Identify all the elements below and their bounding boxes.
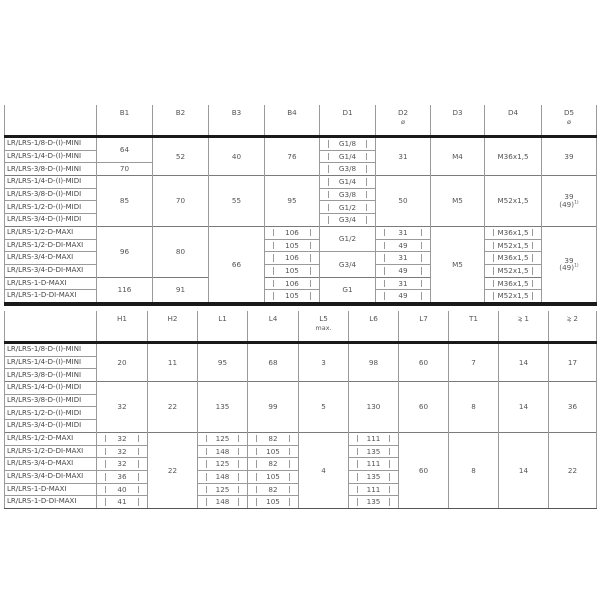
l6-cell: 135 (349, 496, 399, 509)
table-row (5, 239, 597, 252)
header-l1: L1 (198, 311, 248, 343)
b1-cell: 85 (97, 176, 153, 227)
d5-cell: 39 $(49)^{1)}$ (542, 176, 597, 227)
d2-cell: 49 (376, 239, 431, 252)
d2-cell: 49 (376, 290, 431, 304)
l5-cell: 3 (299, 343, 349, 382)
l6-cell: 98 (349, 343, 399, 382)
header-b2: B2 (153, 105, 209, 137)
d3-cell: M5 (431, 226, 485, 304)
model-cell: LR/LRS-1-D-MAXI (5, 483, 97, 496)
wrench-width-icon: ⥸ (518, 315, 523, 323)
d2-cell: 49 (376, 264, 431, 277)
model-cell: LR/LRS-3/8-D-(I)-MINI (5, 369, 97, 382)
wrench1-cell: 14 (499, 343, 549, 382)
d4-cell: M52x1,5 (485, 290, 542, 304)
l7-cell: 60 (399, 382, 449, 433)
wrench2-cell: 36 (549, 382, 597, 433)
b4-cell: 95 (265, 176, 320, 227)
d3-cell: M4 (431, 137, 485, 176)
l6-cell: 111 (349, 483, 399, 496)
model-cell: LR/LRS-1/4-D-(I)-MINI (5, 150, 97, 163)
dimensions-table-1 (4, 105, 597, 306)
h2-cell: 22 (148, 382, 198, 433)
table-row (5, 382, 597, 395)
b3-cell: 66 (209, 226, 265, 304)
wrench1-cell: 14 (499, 432, 549, 508)
l4-cell: 82 (248, 483, 299, 496)
l6-cell: 130 (349, 382, 399, 433)
wrench-width-icon: ⥸ (567, 315, 572, 323)
h1-cell: 32 (97, 382, 148, 433)
b1-cell: 116 (97, 277, 153, 304)
l7-cell: 60 (399, 343, 449, 382)
h1-cell: 20 (97, 343, 148, 382)
b4-cell: 105 (265, 239, 320, 252)
header-l6: L6 (349, 311, 399, 343)
model-cell: LR/LRS-3/4-D-MAXI (5, 458, 97, 471)
d3-cell: M5 (431, 176, 485, 227)
model-cell: LR/LRS-3/4-D-DI-MAXI (5, 470, 97, 483)
model-cell: LR/LRS-3/8-D-(I)-MIDI (5, 394, 97, 407)
l7-cell: 60 (399, 432, 449, 508)
model-cell: LR/LRS-1/4-D-(I)-MIDI (5, 176, 97, 189)
header-b1: B1 (97, 105, 153, 137)
table-row (5, 137, 597, 151)
model-cell: LR/LRS-1/2-D-DI-MAXI (5, 445, 97, 458)
l1-cell: 135 (198, 382, 248, 433)
model-cell: LR/LRS-1/4-D-(I)-MINI (5, 356, 97, 369)
l1-cell: 125 (198, 432, 248, 445)
l1-cell: 95 (198, 343, 248, 382)
model-cell: LR/LRS-1/8-D-(I)-MINI (5, 343, 97, 357)
d1-cell: G3/8 (320, 163, 376, 176)
d2-cell: 50 (376, 176, 431, 227)
header-d2: D2 ø (376, 105, 431, 137)
d1-cell: G1 (320, 277, 376, 304)
l4-cell: 99 (248, 382, 299, 433)
model-cell: LR/LRS-1/2-D-(I)-MIDI (5, 201, 97, 214)
model-cell: LR/LRS-3/4-D-(I)-MIDI (5, 420, 97, 433)
table-row (5, 432, 597, 445)
l4-cell: 68 (248, 343, 299, 382)
h1-cell: 32 (97, 432, 148, 445)
header-d1: D1 (320, 105, 376, 137)
d4-cell: M52x1,5 (485, 264, 542, 277)
d1-cell: G1/2 (320, 201, 376, 214)
l6-cell: 135 (349, 470, 399, 483)
d2-cell: 31 (376, 252, 431, 265)
l4-cell: 105 (248, 496, 299, 509)
d4-cell: M36x1,5 (485, 277, 542, 290)
table-row (5, 343, 597, 357)
d1-cell: G1/8 (320, 137, 376, 151)
header-model (5, 311, 97, 343)
l5-cell: 5 (299, 382, 349, 433)
d4-cell: M36x1,5 (485, 226, 542, 239)
d2-cell: 31 (376, 137, 431, 176)
d4-cell: M52x1,5 (485, 176, 542, 227)
table-row (5, 277, 597, 290)
model-cell: LR/LRS-1/2-D-DI-MAXI (5, 239, 97, 252)
header-wrench-size-1: ⥸ 1 (499, 311, 549, 343)
d1-cell: G1/2 (320, 226, 376, 251)
l4-cell: 105 (248, 445, 299, 458)
d1-cell: G1/4 (320, 150, 376, 163)
model-cell: LR/LRS-3/4-D-DI-MAXI (5, 264, 97, 277)
l1-cell: 148 (198, 496, 248, 509)
b2-cell: 91 (153, 277, 209, 304)
header-d5: D5 ø (542, 105, 597, 137)
t1-cell: 7 (449, 343, 499, 382)
d2-cell: 31 (376, 226, 431, 239)
model-cell: LR/LRS-1/8-D-(I)-MINI (5, 137, 97, 151)
model-cell: LR/LRS-1-D-DI-MAXI (5, 290, 97, 304)
model-cell: LR/LRS-3/8-D-(I)-MIDI (5, 188, 97, 201)
b1-cell: 64 (97, 137, 153, 163)
model-cell: LR/LRS-3/4-D-MAXI (5, 252, 97, 265)
b3-cell: 40 (209, 137, 265, 176)
table-row (5, 264, 597, 277)
b4-cell: 76 (265, 137, 320, 176)
l4-cell: 82 (248, 458, 299, 471)
h1-cell: 32 (97, 458, 148, 471)
d5-cell: 39 $(49)^{1)}$ (542, 226, 597, 304)
l1-cell: 148 (198, 470, 248, 483)
model-cell: LR/LRS-1/2-D-MAXI (5, 226, 97, 239)
wrench2-cell: 22 (549, 432, 597, 508)
model-cell: LR/LRS-1/2-D-MAXI (5, 432, 97, 445)
b2-cell: 70 (153, 176, 209, 227)
model-cell: LR/LRS-1-D-MAXI (5, 277, 97, 290)
header-l5: L5 max. (299, 311, 349, 343)
l6-cell: 111 (349, 458, 399, 471)
t1-cell: 8 (449, 382, 499, 433)
l4-cell: 82 (248, 432, 299, 445)
h1-cell: 41 (97, 496, 148, 509)
b4-cell: 105 (265, 290, 320, 304)
d5-cell: 39 (542, 137, 597, 176)
b4-cell: 105 (265, 264, 320, 277)
h2-cell: 11 (148, 343, 198, 382)
header-h2: H2 (148, 311, 198, 343)
l5-cell: 4 (299, 432, 349, 508)
l1-cell: 125 (198, 483, 248, 496)
d1-cell: G3/4 (320, 252, 376, 277)
d1-cell: G1/4 (320, 176, 376, 189)
l6-cell: 111 (349, 432, 399, 445)
l4-cell: 105 (248, 470, 299, 483)
l1-cell: 148 (198, 445, 248, 458)
model-cell: LR/LRS-1/4-D-(I)-MIDI (5, 382, 97, 395)
table-row (5, 176, 597, 189)
model-cell: LR/LRS-1/2-D-(I)-MIDI (5, 407, 97, 420)
table-row (5, 290, 597, 304)
wrench2-cell: 17 (549, 343, 597, 382)
table-row (5, 226, 597, 239)
d4-cell: M36x1,5 (485, 252, 542, 265)
header-b3: B3 (209, 105, 265, 137)
b3-cell: 55 (209, 176, 265, 227)
header-wrench-size-2: ⥸ 2 (549, 311, 597, 343)
d1-cell: G3/4 (320, 214, 376, 227)
t1-cell: 8 (449, 432, 499, 508)
header-d3: D3 (431, 105, 485, 137)
b2-cell: 52 (153, 137, 209, 176)
wrench1-cell: 14 (499, 382, 549, 433)
h1-cell: 40 (97, 483, 148, 496)
b4-cell: 106 (265, 226, 320, 239)
header-b4: B4 (265, 105, 320, 137)
header-l7: L7 (399, 311, 449, 343)
d1-cell: G3/8 (320, 188, 376, 201)
l6-cell: 135 (349, 445, 399, 458)
b1-cell: 70 (97, 163, 153, 176)
header-t1: T1 (449, 311, 499, 343)
b4-cell: 106 (265, 252, 320, 265)
header-model (5, 105, 97, 137)
l1-cell: 125 (198, 458, 248, 471)
b2-cell: 80 (153, 226, 209, 277)
dimensions-table-2 (4, 311, 597, 509)
h2-cell: 22 (148, 432, 198, 508)
model-cell: LR/LRS-3/8-D-(I)-MINI (5, 163, 97, 176)
d4-cell: M52x1,5 (485, 239, 542, 252)
header-l4: L4 (248, 311, 299, 343)
d2-cell: 31 (376, 277, 431, 290)
b1-cell: 96 (97, 226, 153, 277)
table-row (5, 252, 597, 265)
model-cell: LR/LRS-3/4-D-(I)-MIDI (5, 214, 97, 227)
header-d4: D4 (485, 105, 542, 137)
d4-cell: M36x1,5 (485, 137, 542, 176)
b4-cell: 106 (265, 277, 320, 290)
model-cell: LR/LRS-1-D-DI-MAXI (5, 496, 97, 509)
h1-cell: 36 (97, 470, 148, 483)
h1-cell: 32 (97, 445, 148, 458)
header-h1: H1 (97, 311, 148, 343)
